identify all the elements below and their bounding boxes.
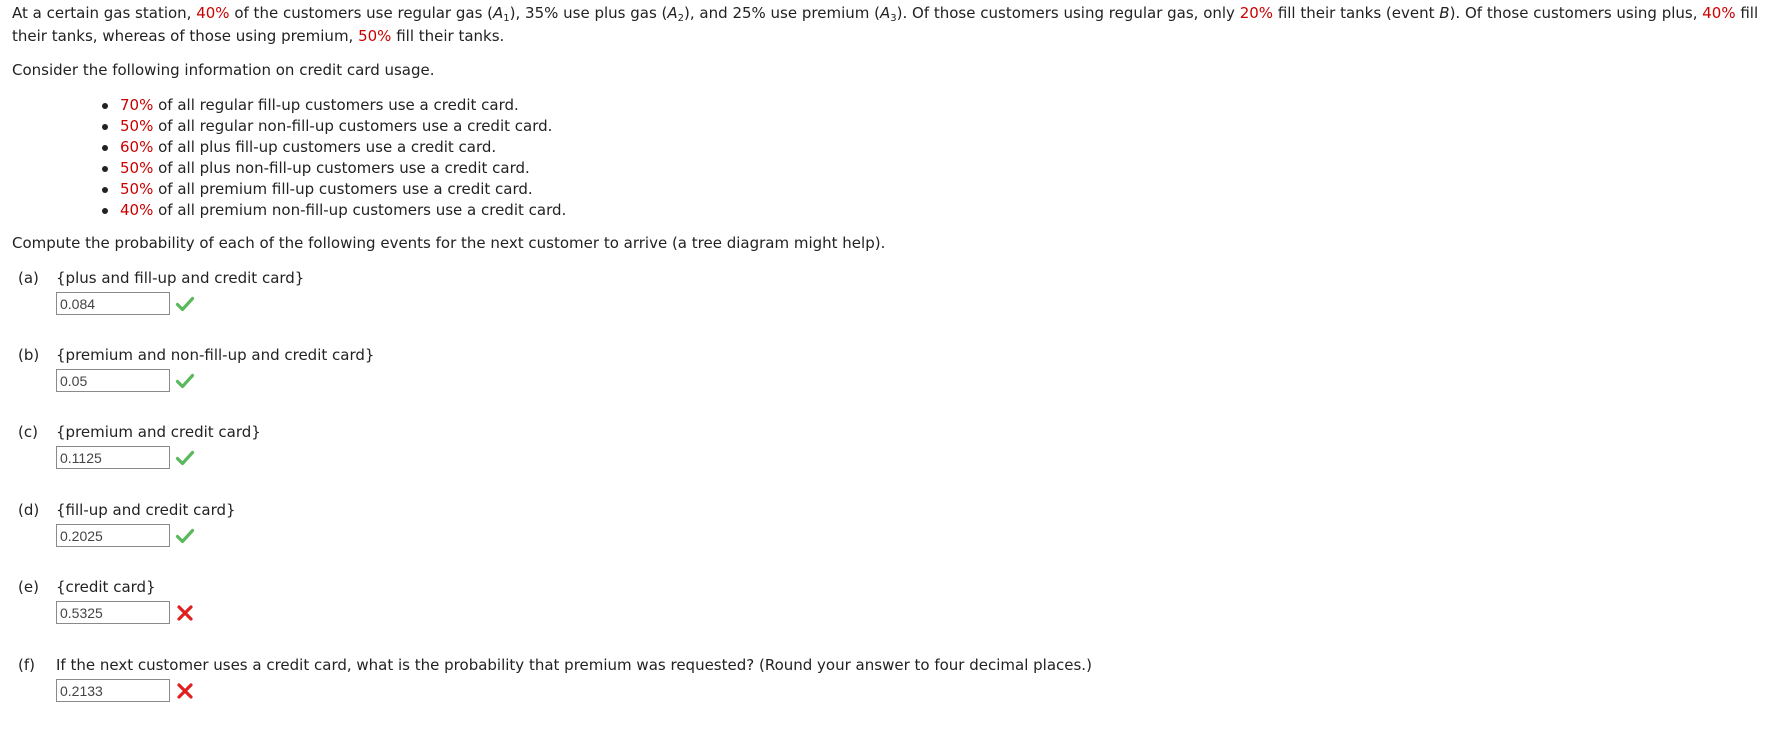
intro-text: ). Of those customers using regular gas, only [896, 4, 1240, 22]
answer-input-a[interactable] [56, 292, 170, 315]
check-icon [175, 526, 195, 546]
part-question: {credit card} [56, 578, 156, 596]
check-icon [175, 371, 195, 391]
bullet-icon [102, 187, 108, 193]
question-part-a [18, 268, 304, 315]
list-item [100, 179, 566, 200]
answer-input-c[interactable] [56, 446, 170, 469]
bullet-icon [102, 124, 108, 130]
sub-a1: 1 [503, 13, 510, 24]
var-b: B [1439, 4, 1450, 22]
bullet-icon [102, 103, 108, 109]
intro-text: ), [509, 4, 526, 22]
intro-text: ), and [684, 4, 733, 22]
list-item [100, 137, 566, 158]
part-label: (f) [18, 656, 35, 674]
var-a3: A [879, 4, 891, 22]
bullet-text: of all regular fill-up customers use a credit card. [153, 96, 519, 114]
pct-premium: 25% [732, 4, 766, 22]
problem-intro [12, 2, 1772, 48]
part-label: (d) [18, 501, 40, 519]
list-item [100, 116, 566, 137]
bullet-percent: 70% [120, 96, 154, 114]
intro-text: At a certain gas station, [12, 4, 197, 22]
bullet-percent: 60% [120, 138, 154, 156]
check-icon [175, 448, 195, 468]
question-part-d [18, 500, 236, 547]
part-question: {premium and non-fill-up and credit card} [56, 346, 375, 364]
cross-icon [175, 681, 195, 701]
bullet-icon [102, 208, 108, 214]
part-question: {plus and fill-up and credit card} [56, 269, 305, 287]
intro-text: fill their tanks (event [1273, 4, 1440, 22]
intro-text: fill their tanks. [391, 27, 505, 45]
answer-input-b[interactable] [56, 369, 170, 392]
intro-text: use premium ( [765, 4, 880, 22]
list-item [100, 95, 566, 116]
part-label: (e) [18, 578, 39, 596]
bullet-icon [102, 145, 108, 151]
intro-text: ). Of those customers using plus, [1449, 4, 1703, 22]
part-question: If the next customer uses a credit card, what is the probability that premium was requested? (Round your answer to four decimal places.) [56, 656, 1092, 674]
part-label: (b) [18, 346, 40, 364]
bullet-icon [102, 166, 108, 172]
credit-card-info-list [100, 95, 566, 221]
part-label: (c) [18, 423, 38, 441]
intro-text: fill their tanks, whereas of those using premium, [12, 4, 1759, 45]
consider-text: Consider the following information on credit card usage. [12, 61, 435, 79]
question-part-e [18, 577, 195, 624]
sub-a3: 3 [890, 13, 897, 24]
list-item [100, 158, 566, 179]
question-part-c [18, 422, 261, 469]
question-part-f [18, 655, 1092, 702]
intro-text: use plus gas ( [558, 4, 668, 22]
var-a1: A [493, 4, 504, 22]
pct-fill-regular: 20% [1239, 4, 1274, 22]
pct-regular: 40% [196, 4, 230, 22]
part-label: (a) [18, 269, 39, 287]
intro-text: of the customers use regular gas ( [229, 4, 494, 22]
pct-fill-premium: 50% [358, 27, 392, 45]
sub-a2: 2 [677, 13, 685, 24]
answer-input-f[interactable] [56, 679, 170, 702]
bullet-percent: 50% [120, 180, 154, 198]
bullet-percent: 50% [120, 117, 154, 135]
cross-icon [175, 603, 195, 623]
bullet-text: of all premium non-fill-up customers use a credit card. [153, 201, 567, 219]
bullet-text: of all regular non-fill-up customers use a credit card. [153, 117, 553, 135]
list-item [100, 200, 566, 221]
bullet-text: of all plus non-fill-up customers use a credit card. [153, 159, 530, 177]
answer-input-d[interactable] [56, 524, 170, 547]
bullet-text: of all plus fill-up customers use a credit card. [153, 138, 497, 156]
compute-text: Compute the probability of each of the following events for the next customer to arrive (a tree diagram might help). [12, 234, 886, 252]
answer-input-e[interactable] [56, 601, 170, 624]
part-question: {fill-up and credit card} [56, 501, 236, 519]
var-a2: A [667, 4, 678, 22]
pct-fill-plus: 40% [1702, 4, 1736, 22]
check-icon [175, 294, 195, 314]
pct-plus: 35% [525, 4, 559, 22]
bullet-percent: 40% [120, 201, 154, 219]
part-question: {premium and credit card} [56, 423, 261, 441]
bullet-text: of all premium fill-up customers use a credit card. [153, 180, 533, 198]
question-part-b [18, 345, 374, 392]
bullet-percent: 50% [120, 159, 154, 177]
